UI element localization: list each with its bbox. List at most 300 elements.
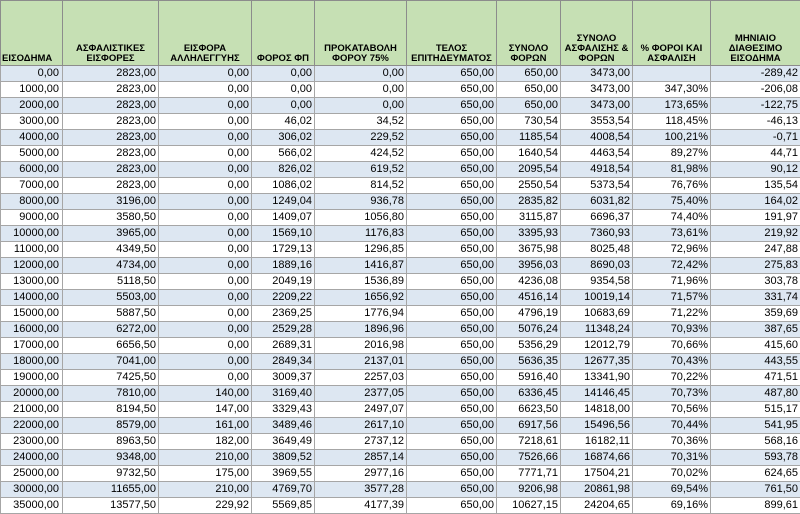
table-cell[interactable]: 11348,24 (561, 322, 633, 338)
table-cell[interactable]: 210,00 (159, 450, 252, 466)
table-cell[interactable]: 70,31% (633, 450, 711, 466)
table-cell[interactable]: 0,00 (159, 82, 252, 98)
table-cell[interactable]: 0,00 (159, 66, 252, 82)
table-cell[interactable]: 0,00 (159, 370, 252, 386)
column-header[interactable]: ΜΗΝΙΑΙΟ ΔΙΑΘΕΣΙΜΟ ΕΙΣΟΔΗΜΑ (711, 1, 800, 66)
table-cell[interactable]: 9348,00 (63, 450, 159, 466)
table-cell[interactable]: 650,00 (407, 146, 497, 162)
table-cell[interactable]: 182,00 (159, 434, 252, 450)
table-cell[interactable]: 443,55 (711, 354, 800, 370)
table-cell[interactable]: 76,76% (633, 178, 711, 194)
table-cell[interactable]: 9732,50 (63, 466, 159, 482)
table-cell[interactable]: 219,92 (711, 226, 800, 242)
table-cell[interactable]: 4734,00 (63, 258, 159, 274)
table-cell[interactable]: 0,00 (159, 306, 252, 322)
table-cell[interactable]: 13000,00 (1, 274, 63, 290)
table-cell[interactable]: 471,51 (711, 370, 800, 386)
table-cell[interactable]: 135,54 (711, 178, 800, 194)
table-cell[interactable]: 3473,00 (561, 66, 633, 82)
table-cell[interactable]: 5373,54 (561, 178, 633, 194)
table-cell[interactable]: 8579,00 (63, 418, 159, 434)
table-cell[interactable]: 650,00 (497, 82, 561, 98)
table-cell[interactable]: 6000,00 (1, 162, 63, 178)
table-cell[interactable]: 2377,05 (315, 386, 407, 402)
table-cell[interactable]: 2737,12 (315, 434, 407, 450)
table-cell[interactable]: 34,52 (315, 114, 407, 130)
table-cell[interactable]: 1889,16 (252, 258, 315, 274)
table-cell[interactable]: 9206,98 (497, 482, 561, 498)
table-cell[interactable]: 10683,69 (561, 306, 633, 322)
table-cell[interactable]: 1296,85 (315, 242, 407, 258)
table-row (1, 450, 800, 466)
table-cell[interactable]: 2049,19 (252, 274, 315, 290)
table-row (1, 194, 800, 210)
table-cell[interactable]: 4918,54 (561, 162, 633, 178)
table-cell[interactable]: 175,00 (159, 466, 252, 482)
table-cell[interactable]: 161,00 (159, 418, 252, 434)
table-cell[interactable]: 2257,03 (315, 370, 407, 386)
table-cell[interactable]: 69,16% (633, 498, 711, 514)
table-cell[interactable]: 650,00 (407, 306, 497, 322)
column-header[interactable]: ΠΡΟΚΑΤΑΒΟΛΗ ΦΟΡΟΥ 75% (315, 1, 407, 66)
table-cell[interactable]: 16000,00 (1, 322, 63, 338)
table-cell[interactable]: 6656,50 (63, 338, 159, 354)
table-cell[interactable]: 730,54 (497, 114, 561, 130)
table-cell[interactable]: 3649,49 (252, 434, 315, 450)
table-cell[interactable]: 70,43% (633, 354, 711, 370)
table-cell[interactable]: 81,98% (633, 162, 711, 178)
table-cell[interactable]: 306,02 (252, 130, 315, 146)
table-cell[interactable]: 487,80 (711, 386, 800, 402)
table-cell[interactable]: 0,00 (159, 242, 252, 258)
column-header[interactable]: % ΦΟΡΟΙ ΚΑΙ ΑΣΦΑΛΙΣΗ (633, 1, 711, 66)
table-cell[interactable]: 5916,40 (497, 370, 561, 386)
table-cell[interactable]: 1640,54 (497, 146, 561, 162)
table-cell[interactable]: 75,40% (633, 194, 711, 210)
table-cell[interactable]: 650,00 (407, 242, 497, 258)
table-cell[interactable]: 624,65 (711, 466, 800, 482)
table-cell[interactable]: 6917,56 (497, 418, 561, 434)
column-header[interactable]: ΦΟΡΟΣ ΦΠ (252, 1, 315, 66)
table-cell[interactable]: 5887,50 (63, 306, 159, 322)
table-cell[interactable]: 4463,54 (561, 146, 633, 162)
table-cell[interactable]: 12012,79 (561, 338, 633, 354)
table-cell[interactable]: 2823,00 (63, 66, 159, 82)
table-cell[interactable]: 2617,10 (315, 418, 407, 434)
table-body (1, 66, 800, 514)
table-cell[interactable]: 8963,50 (63, 434, 159, 450)
table-cell[interactable]: 2823,00 (63, 82, 159, 98)
table-cell[interactable]: 0,00 (159, 114, 252, 130)
table-cell[interactable]: 347,30% (633, 82, 711, 98)
table-cell[interactable]: 650,00 (407, 274, 497, 290)
table-cell[interactable]: 21000,00 (1, 402, 63, 418)
table-cell[interactable]: 3329,43 (252, 402, 315, 418)
table-cell[interactable]: 0,00 (315, 98, 407, 114)
table-cell[interactable]: 3115,87 (497, 210, 561, 226)
table-cell[interactable]: 1729,13 (252, 242, 315, 258)
table-cell[interactable]: 650,00 (407, 466, 497, 482)
table-cell[interactable]: 35000,00 (1, 498, 63, 514)
table-cell[interactable]: 7810,00 (63, 386, 159, 402)
table-cell[interactable]: 650,00 (407, 370, 497, 386)
table-cell[interactable]: 2849,34 (252, 354, 315, 370)
table-cell[interactable]: 2137,01 (315, 354, 407, 370)
table-cell[interactable]: 30000,00 (1, 482, 63, 498)
table-cell[interactable]: 650,00 (407, 290, 497, 306)
table-cell[interactable]: 18000,00 (1, 354, 63, 370)
table-cell[interactable]: 650,00 (407, 258, 497, 274)
table-row (1, 306, 800, 322)
table-cell[interactable]: -206,08 (711, 82, 800, 98)
table-cell[interactable]: 2016,98 (315, 338, 407, 354)
table-cell[interactable]: 3956,03 (497, 258, 561, 274)
table-cell[interactable]: 2369,25 (252, 306, 315, 322)
table-cell[interactable]: 5076,24 (497, 322, 561, 338)
table-cell[interactable]: 3675,98 (497, 242, 561, 258)
table-cell[interactable]: 1569,10 (252, 226, 315, 242)
table-cell[interactable]: 387,65 (711, 322, 800, 338)
table-cell[interactable]: 650,00 (407, 114, 497, 130)
table-cell[interactable]: 70,36% (633, 434, 711, 450)
table-cell[interactable]: 4177,39 (315, 498, 407, 514)
table-cell[interactable]: 15000,00 (1, 306, 63, 322)
table-cell[interactable]: 0,00 (252, 66, 315, 82)
table-cell[interactable]: 2823,00 (63, 146, 159, 162)
table-cell[interactable]: 4000,00 (1, 130, 63, 146)
table-cell[interactable]: 0,00 (159, 226, 252, 242)
table-cell[interactable]: 0,00 (159, 322, 252, 338)
table-row (1, 434, 800, 450)
table-cell[interactable]: 0,00 (315, 82, 407, 98)
table-cell[interactable]: 191,97 (711, 210, 800, 226)
column-header[interactable]: ΕΙΣΦΟΡΑ ΑΛΛΗΛΕΓΓΥΗΣ (159, 1, 252, 66)
table-row (1, 386, 800, 402)
table-cell[interactable]: 7041,00 (63, 354, 159, 370)
table-cell[interactable]: 3577,28 (315, 482, 407, 498)
table-cell[interactable]: 3965,00 (63, 226, 159, 242)
table-cell[interactable]: 1086,02 (252, 178, 315, 194)
table-cell[interactable]: 25000,00 (1, 466, 63, 482)
table-cell[interactable]: 17504,21 (561, 466, 633, 482)
table-cell[interactable]: 4796,19 (497, 306, 561, 322)
table-cell[interactable]: 0,00 (159, 338, 252, 354)
table-cell[interactable]: 3809,52 (252, 450, 315, 466)
table-cell[interactable]: 70,93% (633, 322, 711, 338)
table-cell[interactable]: 4349,50 (63, 242, 159, 258)
table-cell[interactable]: 7526,66 (497, 450, 561, 466)
column-header[interactable]: ΤΕΛΟΣ ΕΠΙΤΗΔΕΥΜΑΤΟΣ (407, 1, 497, 66)
table-cell[interactable]: 4516,14 (497, 290, 561, 306)
table-cell[interactable]: 0,00 (159, 290, 252, 306)
table-cell[interactable]: 650,00 (407, 98, 497, 114)
table-cell[interactable]: 5569,85 (252, 498, 315, 514)
table-cell[interactable]: 1249,04 (252, 194, 315, 210)
table-cell[interactable]: 70,22% (633, 370, 711, 386)
table-cell[interactable]: 2550,54 (497, 178, 561, 194)
table-cell[interactable]: 2823,00 (63, 98, 159, 114)
table-cell[interactable]: 11000,00 (1, 242, 63, 258)
column-header[interactable]: ΣΥΝΟΛΟ ΑΣΦΑΛΙΣΗΣ & ΦΟΡΩΝ (561, 1, 633, 66)
table-cell[interactable]: 0,00 (159, 98, 252, 114)
table-cell[interactable]: 3169,40 (252, 386, 315, 402)
table-cell[interactable]: 6696,37 (561, 210, 633, 226)
table-cell[interactable]: 4008,54 (561, 130, 633, 146)
table-cell[interactable]: 5636,35 (497, 354, 561, 370)
table-cell[interactable]: 650,00 (407, 322, 497, 338)
table-cell[interactable]: -289,42 (711, 66, 800, 82)
table-cell[interactable]: 2823,00 (63, 130, 159, 146)
table-cell[interactable]: 359,69 (711, 306, 800, 322)
table-cell[interactable]: 13341,90 (561, 370, 633, 386)
table-cell[interactable]: 44,71 (711, 146, 800, 162)
column-header[interactable]: ΣΥΝΟΛΟ ΦΟΡΩΝ (497, 1, 561, 66)
table-cell[interactable]: 2857,14 (315, 450, 407, 466)
table-cell[interactable]: 8000,00 (1, 194, 63, 210)
table-cell[interactable]: 24204,65 (561, 498, 633, 514)
table-cell[interactable]: 2497,07 (315, 402, 407, 418)
table-cell[interactable]: 899,61 (711, 498, 800, 514)
table-cell[interactable]: 8690,03 (561, 258, 633, 274)
table-cell[interactable]: 1416,87 (315, 258, 407, 274)
table-cell[interactable]: 12000,00 (1, 258, 63, 274)
table-cell[interactable]: 164,02 (711, 194, 800, 210)
table-cell[interactable]: 650,00 (407, 450, 497, 466)
table-row (1, 466, 800, 482)
table-cell[interactable]: 14146,45 (561, 386, 633, 402)
table-cell[interactable]: 568,16 (711, 434, 800, 450)
table-cell[interactable]: 173,65% (633, 98, 711, 114)
table-cell[interactable]: 814,52 (315, 178, 407, 194)
table-cell[interactable]: 6272,00 (63, 322, 159, 338)
table-cell[interactable]: 140,00 (159, 386, 252, 402)
table-cell[interactable]: 89,27% (633, 146, 711, 162)
table-cell[interactable]: 6623,50 (497, 402, 561, 418)
table-cell[interactable]: -46,13 (711, 114, 800, 130)
table-cell[interactable]: 2209,22 (252, 290, 315, 306)
table-cell[interactable]: 650,00 (407, 386, 497, 402)
table-cell[interactable]: 1176,83 (315, 226, 407, 242)
table-cell[interactable]: 5503,00 (63, 290, 159, 306)
table-cell[interactable]: 90,12 (711, 162, 800, 178)
table-cell[interactable]: 73,61% (633, 226, 711, 242)
table-cell[interactable]: 71,22% (633, 306, 711, 322)
table-cell[interactable]: 22000,00 (1, 418, 63, 434)
table-cell[interactable]: 6031,82 (561, 194, 633, 210)
table-cell[interactable]: 0,00 (1, 66, 63, 82)
table-cell[interactable] (633, 66, 711, 82)
table-cell[interactable]: 650,00 (407, 402, 497, 418)
table-cell[interactable]: 46,02 (252, 114, 315, 130)
table-cell[interactable]: 1896,96 (315, 322, 407, 338)
table-cell[interactable]: 2823,00 (63, 178, 159, 194)
table-cell[interactable]: 147,00 (159, 402, 252, 418)
table-cell[interactable]: 23000,00 (1, 434, 63, 450)
table-cell[interactable]: 247,88 (711, 242, 800, 258)
table-cell[interactable]: 0,00 (315, 66, 407, 82)
table-cell[interactable]: 3969,55 (252, 466, 315, 482)
table-cell[interactable]: 9354,58 (561, 274, 633, 290)
table-cell[interactable]: 2095,54 (497, 162, 561, 178)
table-cell[interactable]: 20000,00 (1, 386, 63, 402)
table-cell[interactable]: 70,02% (633, 466, 711, 482)
table-cell[interactable]: 0,00 (159, 210, 252, 226)
table-cell[interactable]: 0,00 (159, 258, 252, 274)
table-cell[interactable]: 69,54% (633, 482, 711, 498)
table-cell[interactable]: 6336,45 (497, 386, 561, 402)
table-cell[interactable]: 415,60 (711, 338, 800, 354)
table-cell[interactable]: 619,52 (315, 162, 407, 178)
table-cell[interactable]: 24000,00 (1, 450, 63, 466)
table-cell[interactable]: 0,00 (252, 98, 315, 114)
table-cell[interactable]: 14818,00 (561, 402, 633, 418)
column-header[interactable]: ΕΙΣΟΔΗΜΑ (1, 1, 63, 66)
table-cell[interactable]: 2000,00 (1, 98, 63, 114)
table-row (1, 370, 800, 386)
table-cell[interactable]: 650,00 (497, 66, 561, 82)
table-cell[interactable]: 5000,00 (1, 146, 63, 162)
table-cell[interactable]: 9000,00 (1, 210, 63, 226)
table-cell[interactable]: 650,00 (407, 130, 497, 146)
table-cell[interactable]: 5356,29 (497, 338, 561, 354)
table-cell[interactable]: 16182,11 (561, 434, 633, 450)
table-cell[interactable]: 650,00 (407, 226, 497, 242)
table-cell[interactable]: 100,21% (633, 130, 711, 146)
table-cell[interactable]: -122,75 (711, 98, 800, 114)
table-cell[interactable]: 2835,82 (497, 194, 561, 210)
table-cell[interactable]: 3473,00 (561, 98, 633, 114)
table-cell[interactable]: 566,02 (252, 146, 315, 162)
table-cell[interactable]: 7425,50 (63, 370, 159, 386)
table-cell[interactable]: 650,00 (407, 354, 497, 370)
table-cell[interactable]: 0,00 (159, 130, 252, 146)
table-cell[interactable]: 72,96% (633, 242, 711, 258)
table-cell[interactable]: 0,00 (159, 162, 252, 178)
table-cell[interactable]: 16874,66 (561, 450, 633, 466)
table-row (1, 258, 800, 274)
table-cell[interactable]: 15496,56 (561, 418, 633, 434)
table-cell[interactable]: 3000,00 (1, 114, 63, 130)
table-cell[interactable]: 19000,00 (1, 370, 63, 386)
table-cell[interactable]: 0,00 (252, 82, 315, 98)
table-cell[interactable]: 3196,00 (63, 194, 159, 210)
table-cell[interactable]: 10000,00 (1, 226, 63, 242)
table-row (1, 226, 800, 242)
table-cell[interactable]: 2823,00 (63, 114, 159, 130)
table-cell[interactable]: 13577,50 (63, 498, 159, 514)
table-cell[interactable]: 275,83 (711, 258, 800, 274)
table-cell[interactable]: 593,78 (711, 450, 800, 466)
table-cell[interactable]: 1409,07 (252, 210, 315, 226)
table-cell[interactable]: 0,00 (159, 146, 252, 162)
table-cell[interactable]: 74,40% (633, 210, 711, 226)
table-cell[interactable]: 7218,61 (497, 434, 561, 450)
table-cell[interactable]: 3395,93 (497, 226, 561, 242)
table-cell[interactable]: 1056,80 (315, 210, 407, 226)
table-cell[interactable]: 3009,37 (252, 370, 315, 386)
table-cell[interactable]: 1000,00 (1, 82, 63, 98)
table-cell[interactable]: 541,95 (711, 418, 800, 434)
table-cell[interactable]: 11655,00 (63, 482, 159, 498)
table-cell[interactable]: 3473,00 (561, 82, 633, 98)
table-cell[interactable]: 70,56% (633, 402, 711, 418)
table-cell[interactable]: 650,00 (407, 162, 497, 178)
table-cell[interactable]: 2689,31 (252, 338, 315, 354)
table-cell[interactable]: 4236,08 (497, 274, 561, 290)
table-cell[interactable]: 650,00 (407, 210, 497, 226)
table-cell[interactable]: 2529,28 (252, 322, 315, 338)
table-cell[interactable]: 10019,14 (561, 290, 633, 306)
table-cell[interactable]: 761,50 (711, 482, 800, 498)
table-cell[interactable]: 71,57% (633, 290, 711, 306)
table-cell[interactable]: 5118,50 (63, 274, 159, 290)
table-cell[interactable]: 2977,16 (315, 466, 407, 482)
table-cell[interactable]: 650,00 (407, 498, 497, 514)
table-cell[interactable]: 331,74 (711, 290, 800, 306)
table-cell[interactable]: 2823,00 (63, 162, 159, 178)
table-cell[interactable]: 1776,94 (315, 306, 407, 322)
table-cell[interactable]: 515,17 (711, 402, 800, 418)
table-cell[interactable]: 650,00 (407, 418, 497, 434)
table-cell[interactable]: 72,42% (633, 258, 711, 274)
table-cell[interactable]: 0,00 (159, 194, 252, 210)
table-cell[interactable]: 424,52 (315, 146, 407, 162)
table-cell[interactable]: 7360,93 (561, 226, 633, 242)
table-cell[interactable]: 0,00 (159, 178, 252, 194)
table-cell[interactable]: 826,02 (252, 162, 315, 178)
table-cell[interactable]: 229,92 (159, 498, 252, 514)
column-header[interactable]: ΑΣΦΑΛΙΣΤΙΚΕΣ ΕΙΣΦΟΡΕΣ (63, 1, 159, 66)
table-cell[interactable]: 303,78 (711, 274, 800, 290)
table-cell[interactable]: 650,00 (497, 98, 561, 114)
table-cell[interactable]: 3553,54 (561, 114, 633, 130)
table-cell[interactable]: 3580,50 (63, 210, 159, 226)
table-cell[interactable]: 650,00 (407, 434, 497, 450)
table-cell[interactable]: 12677,35 (561, 354, 633, 370)
table-cell[interactable]: 210,00 (159, 482, 252, 498)
table-cell[interactable]: 4769,70 (252, 482, 315, 498)
table-cell[interactable]: 0,00 (159, 354, 252, 370)
table-cell[interactable]: 650,00 (407, 66, 497, 82)
table-cell[interactable]: 0,00 (159, 274, 252, 290)
table-cell[interactable]: 118,45% (633, 114, 711, 130)
table-cell[interactable]: 650,00 (407, 82, 497, 98)
table-cell[interactable]: -0,71 (711, 130, 800, 146)
table-cell[interactable]: 17000,00 (1, 338, 63, 354)
table-cell[interactable]: 650,00 (407, 482, 497, 498)
table-cell[interactable]: 936,78 (315, 194, 407, 210)
table-cell[interactable]: 20861,98 (561, 482, 633, 498)
table-cell[interactable]: 8025,48 (561, 242, 633, 258)
table-cell[interactable]: 10627,15 (497, 498, 561, 514)
table-cell[interactable]: 650,00 (407, 338, 497, 354)
table-cell[interactable]: 650,00 (407, 194, 497, 210)
table-cell[interactable]: 1656,92 (315, 290, 407, 306)
table-cell[interactable]: 229,52 (315, 130, 407, 146)
table-cell[interactable]: 7771,71 (497, 466, 561, 482)
table-cell[interactable]: 1536,89 (315, 274, 407, 290)
table-cell[interactable]: 1185,54 (497, 130, 561, 146)
table-cell[interactable]: 71,96% (633, 274, 711, 290)
table-cell[interactable]: 3489,46 (252, 418, 315, 434)
table-cell[interactable]: 70,66% (633, 338, 711, 354)
table-cell[interactable]: 8194,50 (63, 402, 159, 418)
table-cell[interactable]: 14000,00 (1, 290, 63, 306)
table-cell[interactable]: 70,73% (633, 386, 711, 402)
table-cell[interactable]: 7000,00 (1, 178, 63, 194)
table-cell[interactable]: 70,44% (633, 418, 711, 434)
table-cell[interactable]: 650,00 (407, 178, 497, 194)
